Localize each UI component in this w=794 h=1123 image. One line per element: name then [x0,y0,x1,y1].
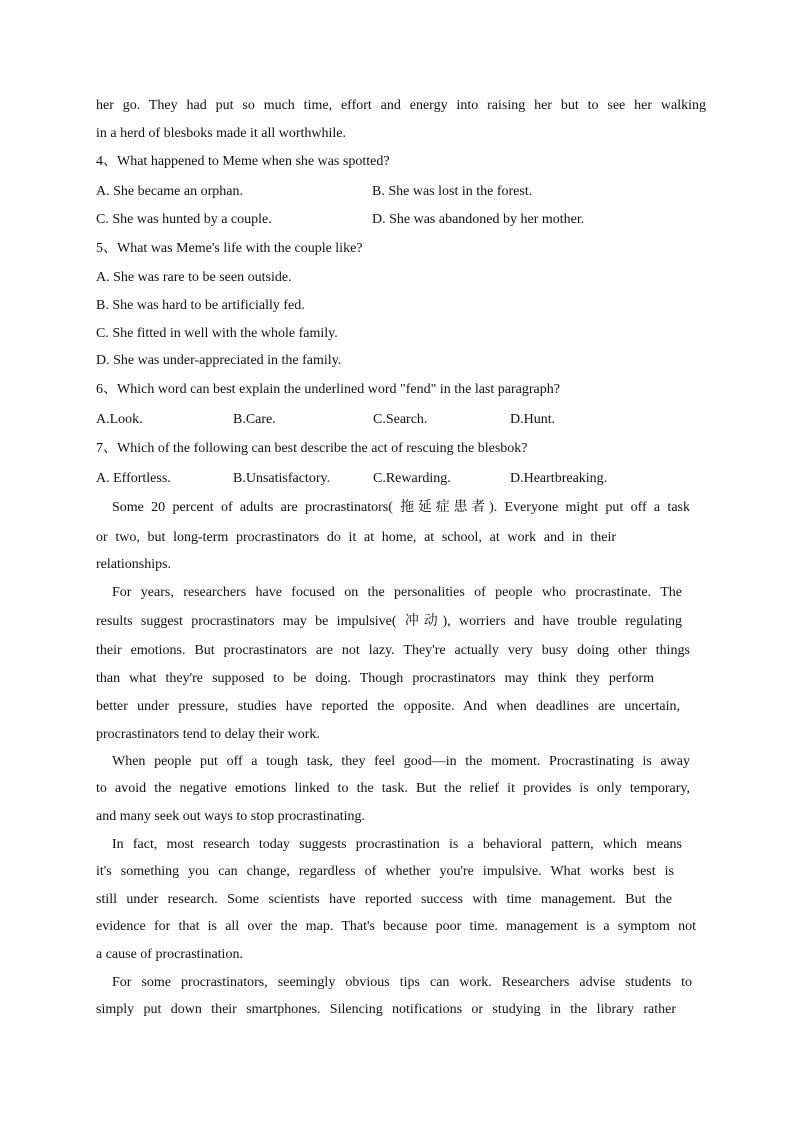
question-7-option-a[interactable]: A. Effortless. [96,471,171,486]
question-6-option-b[interactable]: B.Care. [233,412,276,427]
question-4-option-c[interactable]: C. She was hunted by a couple. [96,212,272,227]
question-4-option-d[interactable]: D. She was abandoned by her mother. [372,212,585,227]
passage-2-paragraph-5-line: simply put down their smartphones. Silencing notifications or studying in the library rather [96,1002,676,1017]
question-6-option-c[interactable]: C.Search. [373,412,428,427]
passage-2-paragraph-3-line: to avoid the negative emotions linked to the task. But the relief it provides is only temporary, [96,781,690,796]
passage-2-paragraph-5-line: For some procrastinators, seemingly obvious tips can work. Researchers advise students to [112,975,692,990]
passage-2-paragraph-4-line: evidence for that is all over the map. That's because poor time. management is a symptom not [96,919,696,934]
question-5-option-a[interactable]: A. She was rare to be seen outside. [96,270,292,285]
question-5-option-d[interactable]: D. She was under-appreciated in the family. [96,353,342,368]
passage-2-paragraph-1-line: or two, but long-term procrastinators do it at home, at school, at work and in their [96,530,616,545]
passage-text-line: her go. They had put so much time, effort and energy into raising her but to see her walking [96,98,706,113]
passage-2-paragraph-4-line: In fact, most research today suggests procrastination is a behavioral pattern, which means [112,837,682,852]
passage-2-paragraph-3-line: When people put off a tough task, they feel good—in the moment. Procrastinating is away [112,754,690,769]
question-4-option-b[interactable]: B. She was lost in the forest. [372,184,533,199]
question-7-stem: 7、Which of the following can best describe the act of rescuing the blesbok? [96,441,528,456]
question-5-stem: 5、What was Meme's life with the couple like? [96,241,363,256]
question-7-option-c[interactable]: C.Rewarding. [373,471,451,486]
passage-2-paragraph-2-line: their emotions. But procrastinators are not lazy. They're actually very busy doing other things [96,643,690,658]
question-7-option-d[interactable]: D.Heartbreaking. [510,471,608,486]
question-7-option-b[interactable]: B.Unsatisfactory. [233,471,331,486]
question-5-option-c[interactable]: C. She fitted in well with the whole family. [96,326,338,341]
passage-2-paragraph-2-line: For years, researchers have focused on the personalities of people who procrastinate. The [112,585,682,600]
passage-text-line: in a herd of blesboks made it all worthwhile. [96,126,346,141]
question-6-option-a[interactable]: A.Look. [96,412,143,427]
question-6-stem: 6、Which word can best explain the underlined word "fend" in the last paragraph? [96,382,560,397]
passage-2-paragraph-2-line: results suggest procrastinators may be impulsive( 冲动), worriers and have trouble regulating [96,614,682,629]
passage-2-paragraph-1-line: Some 20 percent of adults are procrastinators( 拖延症患者). Everyone might put off a task [112,500,690,515]
passage-2-paragraph-4-line: still under research. Some scientists have reported success with time management. But the [96,892,672,907]
passage-2-paragraph-1-line: relationships. [96,557,172,572]
passage-2-paragraph-4-line: a cause of procrastination. [96,947,243,962]
passage-2-paragraph-2-line: than what they're supposed to be doing. Though procrastinators may think they perform [96,671,654,686]
question-6-option-d[interactable]: D.Hunt. [510,412,556,427]
question-4-option-a[interactable]: A. She became an orphan. [96,184,243,199]
passage-2-paragraph-2-line: procrastinators tend to delay their work. [96,727,320,742]
passage-2-paragraph-4-line: it's something you can change, regardless of whether you're impulsive. What works best is [96,864,674,879]
passage-2-paragraph-2-line: better under pressure, studies have reported the opposite. And when deadlines are uncertain, [96,699,680,714]
question-5-option-b[interactable]: B. She was hard to be artificially fed. [96,298,305,313]
question-4-stem: 4、What happened to Meme when she was spotted? [96,154,390,169]
passage-2-paragraph-3-line: and many seek out ways to stop procrastinating. [96,809,366,824]
